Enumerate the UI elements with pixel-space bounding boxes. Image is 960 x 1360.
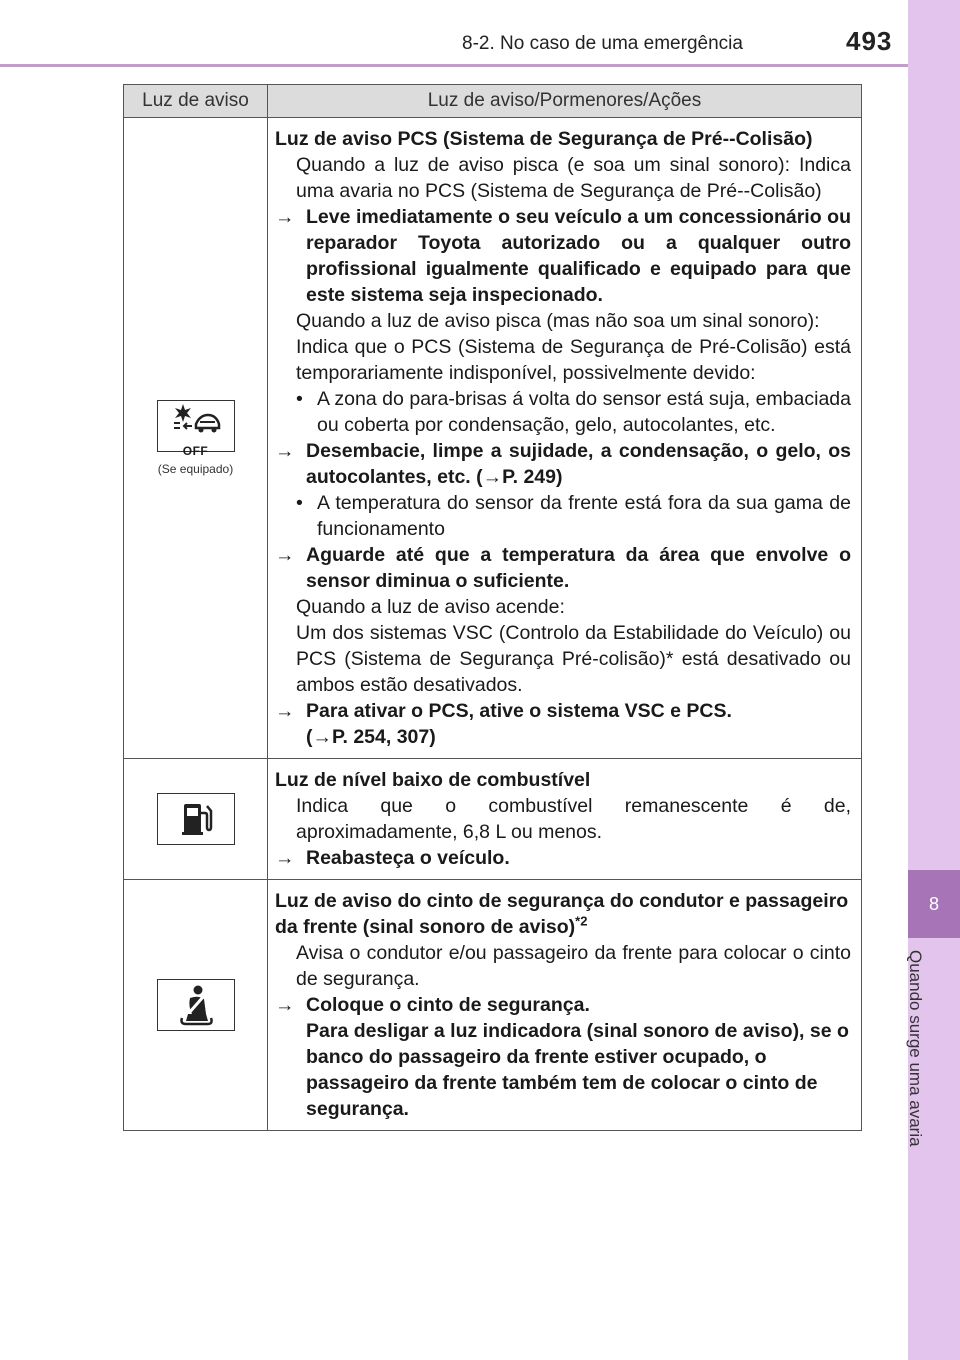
detail-text: Quando a luz de aviso pisca (e soa um sinal sonoro): Indica uma avaria no PCS (Sistema de Segurança de Pré--Colisão): [296, 154, 851, 202]
arrow-icon: →: [275, 994, 295, 1016]
detail-text: Quando a luz de aviso pisca (mas não soa um sinal sonoro):: [296, 310, 820, 332]
arrow-icon: →: [275, 440, 295, 462]
light-title: Luz de aviso PCS (Sistema de Segurança de Pré--Colisão): [275, 128, 813, 150]
header-details: Luz de aviso/Pormenores/Ações: [268, 85, 862, 118]
arrow-icon: →: [275, 206, 295, 228]
page-number: 493: [846, 26, 893, 56]
light-title: Luz de aviso do cinto de segurança do condutor e passageiro da frente (sinal sonoro de aviso)$^{*2}$: [275, 890, 849, 938]
light-title: Luz de nível baixo de combustível: [275, 769, 591, 791]
icon-caption: (Se equipado): [157, 462, 234, 476]
action-item: → Aguarde até que a temperatura da área que envolve o sensor diminua o suficiente.: [275, 544, 851, 592]
arrow-icon: →: [275, 700, 295, 722]
icon-cell: [124, 118, 268, 759]
details-cell: [268, 118, 862, 759]
action-item: → Desembacie, limpe a sujidade, a condensação, o gelo, os autocolantes, etc. (→P. 249): [275, 440, 851, 488]
details-cell: [268, 759, 862, 880]
chapter-number: 8: [928, 894, 939, 914]
chapter-tab: [908, 870, 960, 938]
table-header-row: [124, 85, 862, 118]
header-warning-light: Luz de aviso: [124, 85, 268, 118]
detail-text: Indica que o PCS (Sistema de Segurança de Pré-Colisão) está temporariamente indisponível, possivelmente devido:: [296, 336, 851, 384]
table-row: [124, 118, 862, 759]
bullet-item: • A zona do para-brisas á volta do sensor está suja, embaciada ou coberta por condensação, gelo, autocolantes, etc.: [296, 388, 851, 436]
icon-cell: [124, 880, 268, 1131]
action-item: → Coloque o cinto de segurança.: [275, 994, 590, 1016]
side-tab: [908, 0, 960, 1360]
chapter-title: Quando surge uma avaria: [906, 950, 925, 1147]
details-cell: [268, 880, 862, 1131]
action-note: Para desligar a luz indicadora (sinal sonoro de aviso), se o banco do passageiro da frente estiver ocupado, o passageiro da frente também tem de colocar o cinto de segurança.: [306, 1020, 849, 1120]
bullet-item: • A temperatura do sensor da frente está fora da sua gama de funcionamento: [296, 492, 851, 540]
action-item: → Reabasteça o veículo.: [275, 847, 510, 869]
header-rule: [0, 64, 908, 67]
arrow-icon: →: [275, 847, 295, 869]
bullet-icon: •: [296, 388, 303, 410]
pcs-off-warning-icon: [157, 400, 235, 458]
icon-cell: [124, 759, 268, 880]
detail-text: Indica que o combustível remanescente é de, aproximadamente, 6,8 L ou menos.: [296, 795, 851, 843]
table-row: [124, 759, 862, 880]
seatbelt-icon: [157, 979, 235, 1031]
page-reference: (→P. 254, 307): [306, 726, 436, 748]
pcs-off-label: OFF: [182, 443, 209, 458]
detail-text: Quando a luz de aviso acende:: [296, 596, 565, 618]
action-item: → Para ativar o PCS, ative o sistema VSC e PCS.: [275, 700, 732, 722]
detail-text: Avisa o condutor e/ou passageiro da frente para colocar o cinto de segurança.: [296, 942, 851, 990]
detail-text: Um dos sistemas VSC (Controlo da Estabilidade do Veículo) ou PCS (Sistema de Segurança Pré-colisão)* está desativado ou ambos estão desativados.: [296, 622, 851, 696]
fuel-pump-icon: [157, 793, 235, 845]
arrow-icon: →: [275, 544, 295, 566]
footnote-marker: *2: [575, 913, 588, 929]
action-item: → Leve imediatamente o seu veículo a um concessionário ou reparador Toyota autorizado ou a qualquer outro profissional igualmente qualificado e equipado para que este sistema seja inspecionado.: [275, 206, 851, 306]
table-row: [124, 880, 862, 1131]
section-title: 8-2. No caso de uma emergência: [462, 33, 743, 54]
warning-light-table: [123, 84, 862, 1131]
bullet-icon: •: [296, 492, 303, 514]
